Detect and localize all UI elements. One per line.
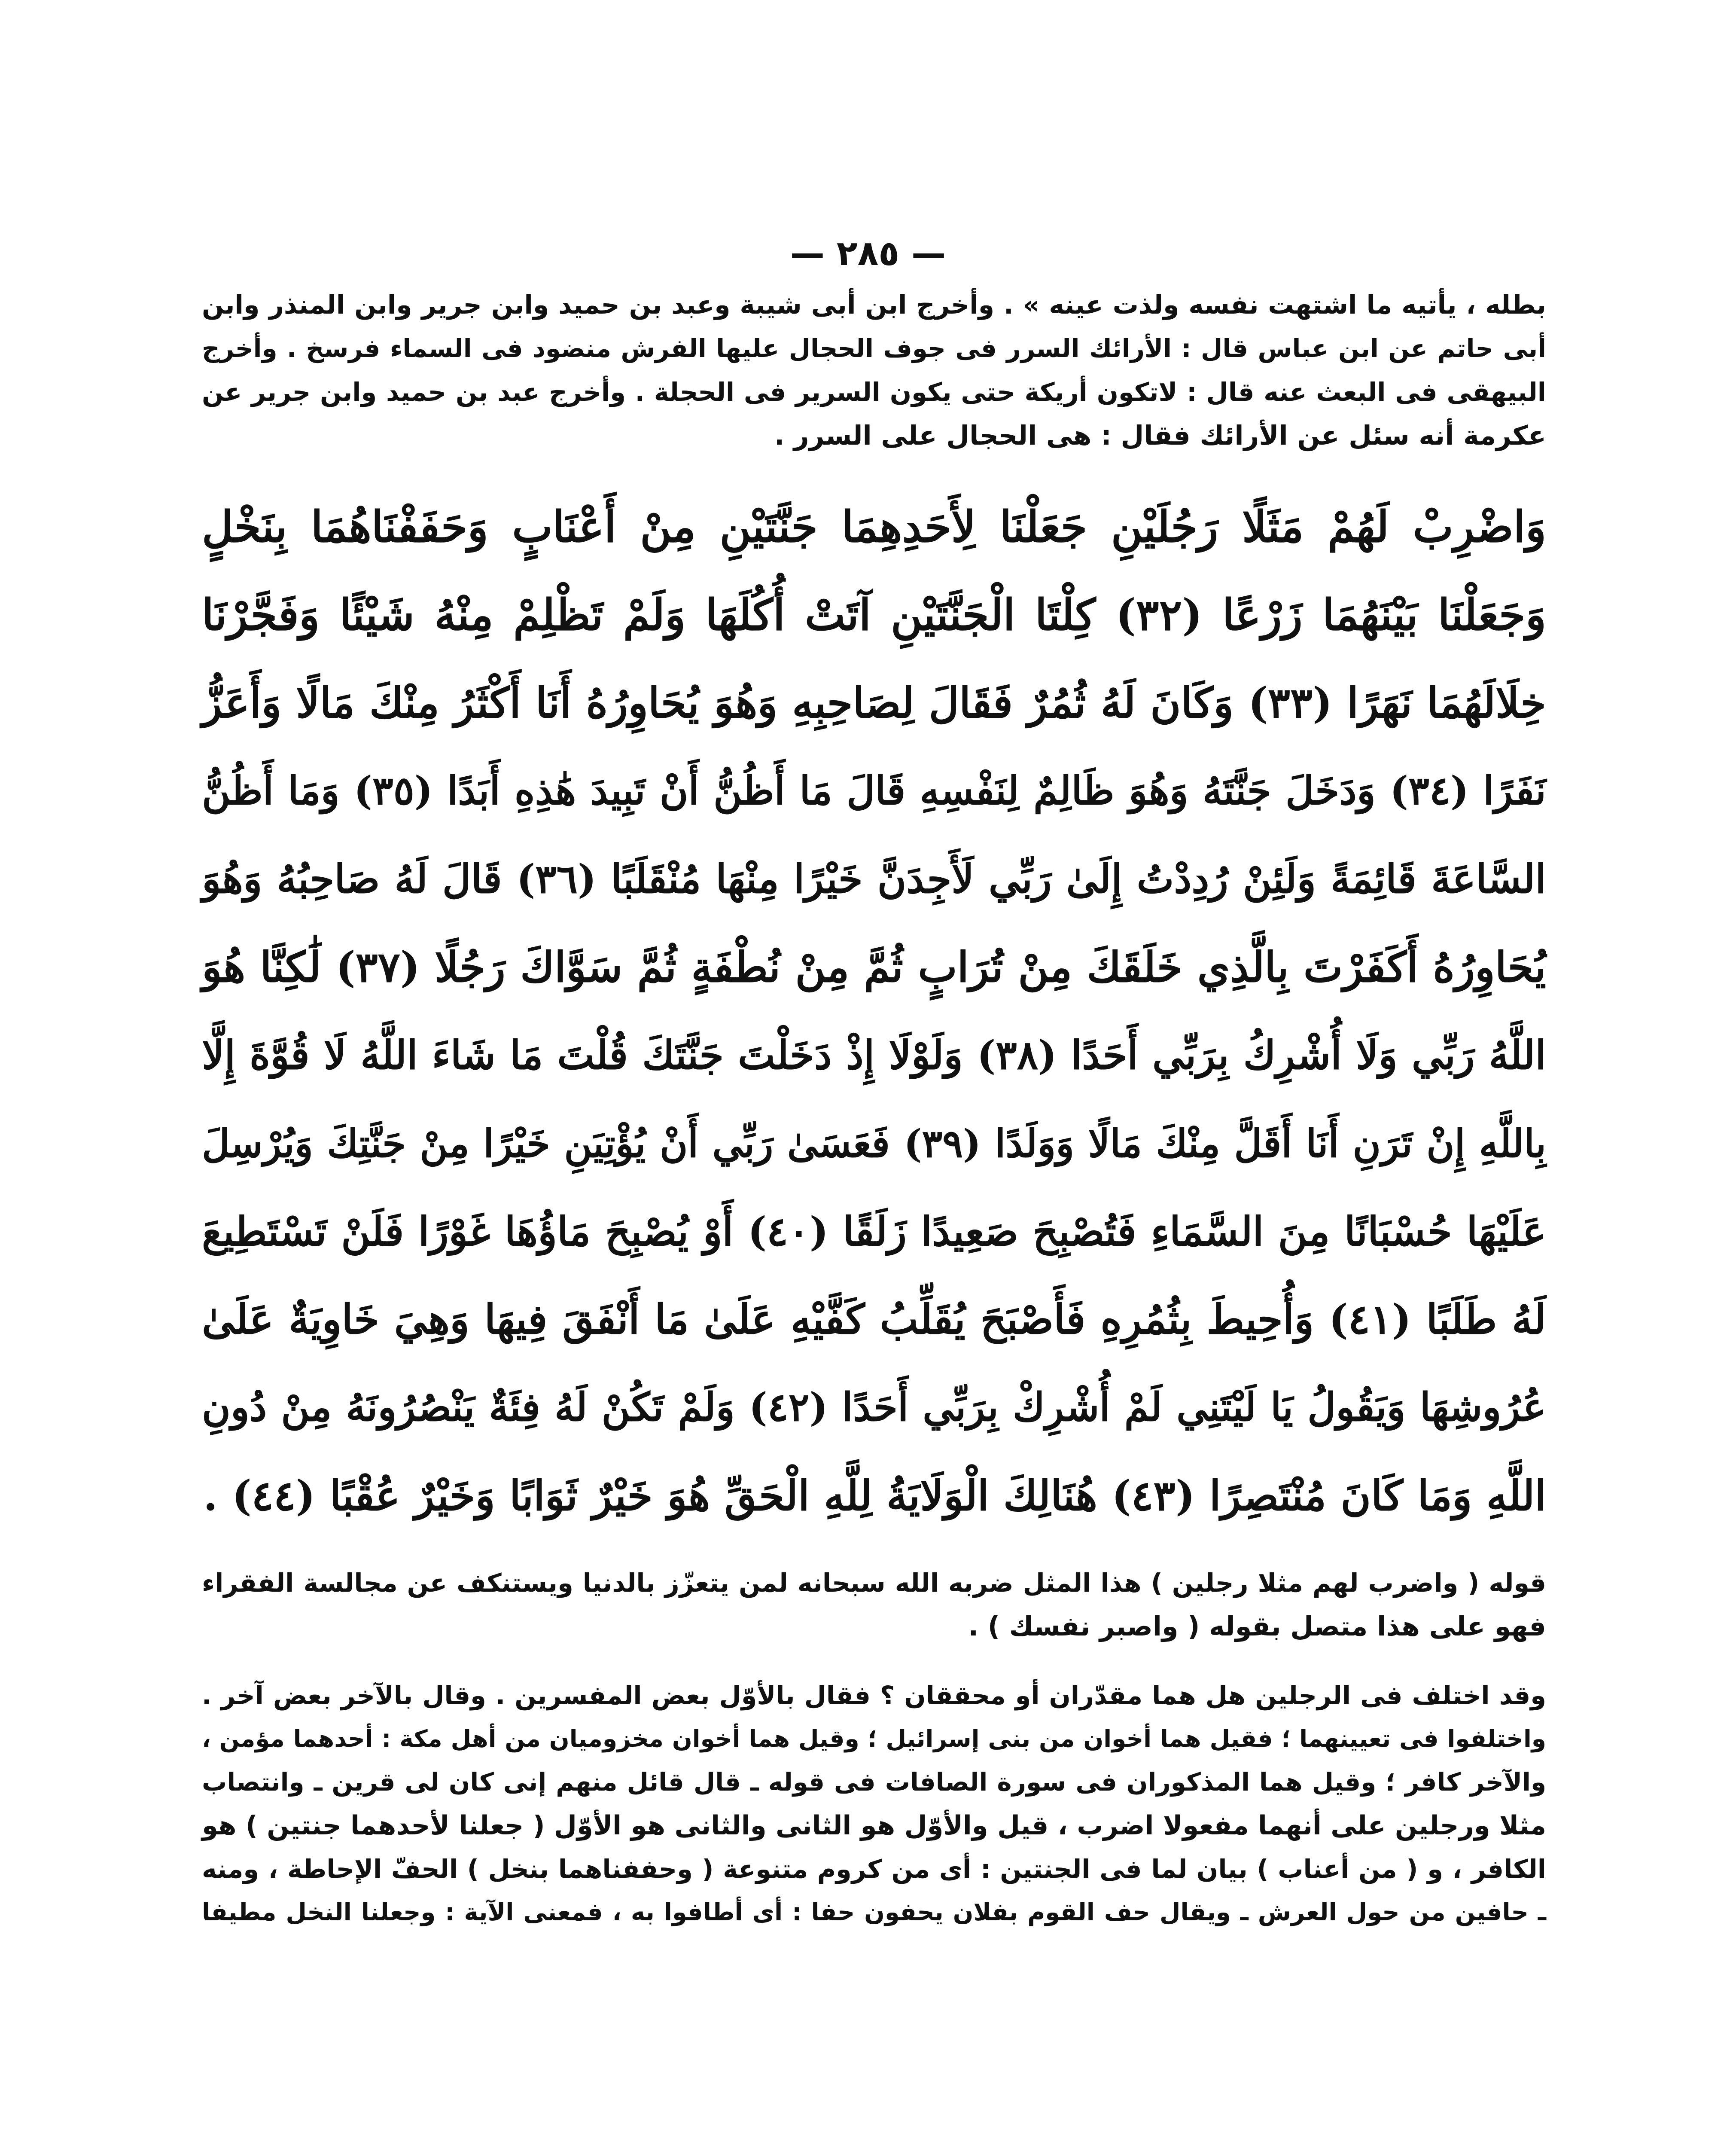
- text-line-content: الكافر ، و ( من أعناب ) بيان لما فى الجنتين : أى من كروم متنوعة ( وحففناهما بنخل ) الحفّ الإحاطة ، ومنه: [202, 1854, 1546, 1884]
- text-line: [202, 1605, 1546, 1648]
- text-line: [202, 1891, 1546, 1934]
- verse-line-content: وَاضْرِبْ لَهُمْ مَثَلًا رَجُلَيْنِ جَعَلْنَا لِأَحَدِهِمَا جَنَّتَيْنِ مِنْ أَعْنَابٍ وَحَفَفْنَاهُمَا بِنَخْلٍ: [202, 501, 1546, 552]
- verse-line-content: نَفَرًا (٣٤) وَدَخَلَ جَنَّتَهُ وَهُوَ ظَالِمٌ لِنَفْسِهِ قَالَ مَا أَظُنُّ أَنْ تَبِيدَ هَٰذِهِ أَبَدًا (٣٥) وَمَا أَظُنُّ: [202, 768, 1546, 814]
- text-line-content: فهو على هذا متصل بقوله ( واصبر نفسك ) .: [968, 1611, 1546, 1642]
- text-line-content: ـ حافين من حول العرش ـ ويقال حف القوم بفلان يحفون حفا : أى أطافوا به ، فمعنى الآية : وجعلنا النخل مطيفا: [202, 1898, 1546, 1926]
- text-line-content: عكرمة أنه سئل عن الأرائك فقال : هى الحجال على السرر .: [774, 420, 1546, 451]
- verse-line-content: السَّاعَةَ قَائِمَةً وَلَئِنْ رُدِدْتُ إِلَىٰ رَبِّي لَأَجِدَنَّ خَيْرًا مِنْهَا مُنْقَلَبًا (٣٦) قَالَ لَهُ صَاحِبُهُ وَهُوَ: [202, 856, 1546, 902]
- text-line-content: وقد اختلف فى الرجلين هل هما مقدّران أو محققان ؟ فقال بالأوّل بعض المفسرين . وقال بالآخر بعض آخر .: [202, 1681, 1546, 1710]
- text-line: [202, 1717, 1546, 1761]
- verse-line-content: بِاللَّهِ إِنْ تَرَنِ أَنَا أَقَلَّ مِنْكَ مَالًا وَوَلَدًا (٣٩) فَعَسَىٰ رَبِّي أَنْ يُؤْتِيَنِ خَيْرًا مِنْ جَنَّتِكَ وَيُرْسِلَ: [202, 1121, 1546, 1166]
- text-line-content: قوله ( واضرب لهم مثلا رجلين ) هذا المثل ضربه الله سبحانه لمن يتعزّز بالدنيا ويستنكف عن مجالسة الفقراء: [202, 1568, 1546, 1598]
- verse-line: [202, 1452, 1546, 1540]
- quran-verses: [202, 483, 1546, 1540]
- verse-line-content: اللَّهِ وَمَا كَانَ مُنْتَصِرًا (٤٣) هُنَالِكَ الْوَلَايَةُ لِلَّهِ الْحَقِّ هُوَ خَيْرٌ ثَوَابًا وَخَيْرٌ عُقْبًا (٤٤) .: [203, 1471, 1546, 1520]
- verse-line: [202, 747, 1546, 835]
- verse-line-content: خِلَالَهُمَا نَهَرًا (٣٣) وَكَانَ لَهُ ثُمُرٌ فَقَالَ لِصَاحِبِهِ وَهُوَ يُحَاوِرُهُ أَنَا أَكْثَرُ مِنْكَ مَالًا وَأَعَزُّ: [202, 678, 1546, 727]
- text-line: [202, 327, 1546, 370]
- verse-line: [202, 1364, 1546, 1452]
- text-line-content: بطله ، يأتيه ما اشتهت نفسه ولذت عينه » . وأخرج ابن أبى شيبة وعبد بن حميد وابن جرير وابن المنذر وابن: [202, 290, 1546, 320]
- verse-line-content: عَلَيْهَا حُسْبَانًا مِنَ السَّمَاءِ فَتُصْبِحَ صَعِيدًا زَلَقًا (٤٠) أَوْ يُصْبِحَ مَاؤُهَا غَوْرًا فَلَنْ تَسْتَطِيعَ: [202, 1208, 1546, 1255]
- text-line: [202, 1761, 1546, 1804]
- footnote-paragraph-top: [202, 284, 1546, 457]
- verse-line: [202, 1275, 1546, 1364]
- verse-line: [202, 1099, 1546, 1187]
- text-line: [202, 1674, 1546, 1717]
- commentary-paragraph-2: [202, 1674, 1546, 1934]
- text-line: [202, 1804, 1546, 1847]
- commentary-paragraph-1: [202, 1561, 1546, 1648]
- text-line: [202, 1561, 1546, 1605]
- text-line: [202, 414, 1546, 457]
- verse-line: [202, 835, 1546, 923]
- verse-line-content: اللَّهُ رَبِّي وَلَا أُشْرِكُ بِرَبِّي أَحَدًا (٣٨) وَلَوْلَا إِذْ دَخَلْتَ جَنَّتَكَ قُلْتَ مَا شَاءَ اللَّهُ لَا قُوَّةَ إِلَّا: [202, 1032, 1546, 1078]
- verse-line-content: وَجَعَلْنَا بَيْنَهُمَا زَرْعًا (٣٢) كِلْتَا الْجَنَّتَيْنِ آتَتْ أُكُلَهَا وَلَمْ تَظْلِمْ مِنْهُ شَيْئًا وَفَجَّرْنَا: [202, 589, 1546, 640]
- text-line-content: مثلا ورجلين على أنهما مفعولا اضرب ، قيل والأوّل هو الثانى والثانى هو الأوّل ( جعلنا لأحدهما جنتين ) هو: [202, 1810, 1546, 1841]
- verse-line-content: عُرُوشِهَا وَيَقُولُ يَا لَيْتَنِي لَمْ أُشْرِكْ بِرَبِّي أَحَدًا (٤٢) وَلَمْ تَكُنْ لَهُ فِئَةٌ يَنْصُرُونَهُ مِنْ دُونِ: [202, 1385, 1546, 1430]
- text-line: [202, 370, 1546, 414]
- page-number: — ٢٨٥ —: [790, 233, 946, 273]
- verse-line-content: يُحَاوِرُهُ أَكَفَرْتَ بِالَّذِي خَلَقَكَ مِنْ تُرَابٍ ثُمَّ مِنْ نُطْفَةٍ ثُمَّ سَوَّاكَ رَجُلًا (٣٧) لَٰكِنَّا هُوَ: [202, 943, 1546, 992]
- verse-line: [202, 483, 1546, 571]
- verse-line-content: لَهُ طَلَبًا (٤١) وَأُحِيطَ بِثُمُرِهِ فَأَصْبَحَ يُقَلِّبُ كَفَّيْهِ عَلَىٰ مَا أَنْفَقَ فِيهَا وَهِيَ خَاوِيَةٌ عَلَىٰ: [202, 1296, 1546, 1343]
- text-line-content: أبى حاتم عن ابن عباس قال : الأرائك السرر فى جوف الحجال عليها الفرش منضود فى السماء فرسخ . وأخرج: [202, 334, 1546, 363]
- text-line-content: واختلفوا فى تعيينهما ؛ فقيل هما أخوان من بنى إسرائيل ؛ وقيل هما أخوان مخزوميان من أهل مكة : أحدهما مؤمن ،: [202, 1725, 1546, 1752]
- verse-line: [202, 659, 1546, 747]
- text-line: [202, 1847, 1546, 1891]
- text-line-content: البيهقى فى البعث عنه قال : لاتكون أريكة حتى يكون السرير فى الحجلة . وأخرج عبد بن حميد وابن جرير عن: [202, 377, 1546, 407]
- verse-line: [202, 1187, 1546, 1275]
- verse-line: [202, 571, 1546, 659]
- verse-line: [202, 1011, 1546, 1099]
- text-line-content: والآخر كافر ؛ وقيل هما المذكوران فى سورة الصافات فى قوله ـ قال قائل منهم إنى كان لى قرين ـ وانتصاب: [202, 1767, 1546, 1797]
- text-line: [202, 284, 1546, 327]
- verse-line: [202, 923, 1546, 1011]
